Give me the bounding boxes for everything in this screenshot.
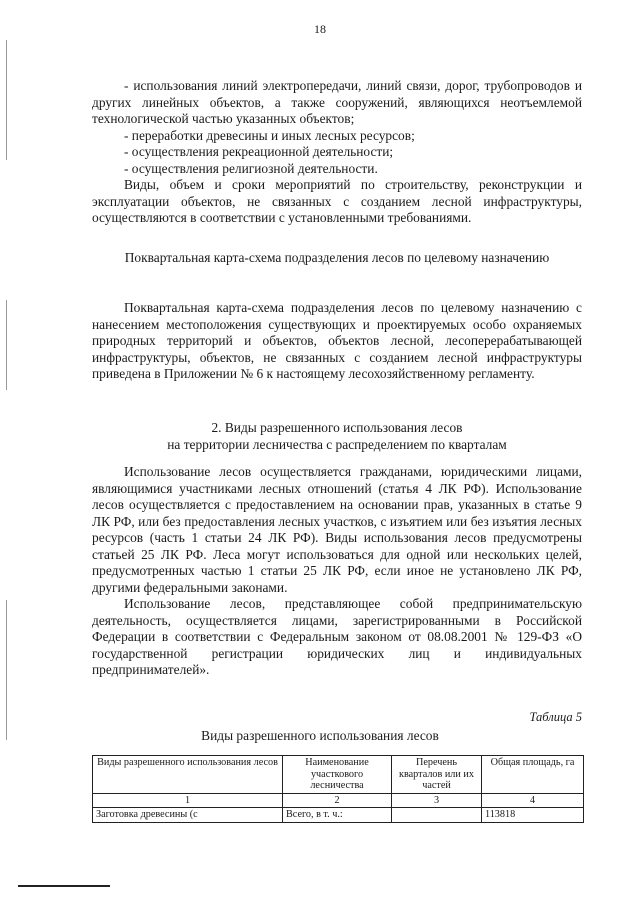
list-item: - осуществления религиозной деятельности. — [124, 160, 378, 176]
table-caption: Таблица 5 — [529, 710, 582, 724]
table-number-cell: 2 — [283, 793, 392, 808]
paragraph-business: Использование лесов, представляющее собой предпринимательскую деятельность, осуществляется лицами, зарегистрированными в Российской Федерации в соответствии с Федеральным законом от 08.08.2001 № 129-ФЗ «О государственной регистрации юридических лиц и индивидуальных предпринимателей». — [92, 596, 582, 677]
table-cell — [392, 808, 482, 823]
forest-use-table — [92, 755, 584, 823]
map-paragraph-block — [92, 300, 582, 383]
list-item: - переработки древесины и иных лесных ресурсов; — [124, 127, 415, 143]
section-heading-line1: 2. Виды разрешенного использования лесов — [211, 420, 463, 435]
table-number-cell: 1 — [93, 793, 283, 808]
table-number-cell: 4 — [482, 793, 584, 808]
table-cell: Заготовка древесины (с — [93, 808, 283, 823]
table-row — [93, 808, 584, 823]
section-heading-line2: на территории лесничества с распределением по кварталам — [167, 436, 507, 452]
list-item: - осуществления рекреационной деятельности; — [124, 144, 394, 159]
page-number: 18 — [314, 22, 326, 36]
table-header-cell: Виды разрешенного использования лесов — [93, 756, 283, 794]
paragraph-map: Поквартальная карта-схема подразделения лесов по целевому назначению с нанесением местоположения существующих и проектируемых особо охраняемых природных территорий и объектов, объектов лесной, лесоперерабатывающей инфраструктуры, объектов, не связанных с созданием лесной инфраструктуры приведена в Приложении № 6 к настоящему лесохозяйственному регламенту. — [92, 300, 582, 381]
list-block — [92, 78, 582, 227]
section-heading — [92, 420, 582, 453]
paragraph-works: Виды, объем и сроки мероприятий по строительству, реконструкции и эксплуатации объектов, не связанных с созданием лесной инфраструктуры, осуществляются в соответствии с установленными требованиями. — [92, 177, 582, 225]
paragraph-use: Использование лесов осуществляется гражданами, юридическими лицами, являющимися участниками лесных отношений (статья 4 ЛК РФ). Использование лесов осуществляется с предоставлением на основании прав, указанных в статье 9 ЛК РФ, или без предоставления лесных участков, с изъятием или без изъятия лесных ресурсов (часть 1 статьи 24 ЛК РФ). Виды использования лесов предусмотрены статьей 25 ЛК РФ. Леса могут использоваться для одной или нескольких целей, предусмотренных частью 1 статьи 25 ЛК РФ, если иное не установлено ЛК РФ, другими федеральными законами. — [92, 464, 582, 595]
map-heading — [92, 250, 582, 267]
scan-edge-mark — [6, 600, 7, 740]
table-title: Виды разрешенного использования лесов — [201, 728, 439, 743]
heading-map: Поквартальная карта-схема подразделения лесов по целевому назначению — [124, 250, 550, 265]
scan-edge-mark — [6, 300, 7, 390]
table-number-cell: 3 — [392, 793, 482, 808]
use-paragraph-block — [92, 464, 582, 679]
list-item: - использования линий электропередачи, линий связи, дорог, трубопроводов и других линейных объектов, а также сооружений, являющихся неотъемлемой технологической частью указанных объектов; — [92, 78, 582, 126]
table-cell: Всего, в т. ч.: — [283, 808, 392, 823]
footnote-divider — [18, 885, 110, 887]
table-header-cell: Перечень кварталов или их частей — [392, 756, 482, 794]
table-header-cell: Общая площадь, га — [482, 756, 584, 794]
table-header-cell: Наименование участкового лесничества — [283, 756, 392, 794]
table-cell: 113818 — [482, 808, 584, 823]
table-number-row — [93, 793, 584, 808]
table-header-row — [93, 756, 584, 794]
scan-edge-mark — [6, 40, 7, 160]
